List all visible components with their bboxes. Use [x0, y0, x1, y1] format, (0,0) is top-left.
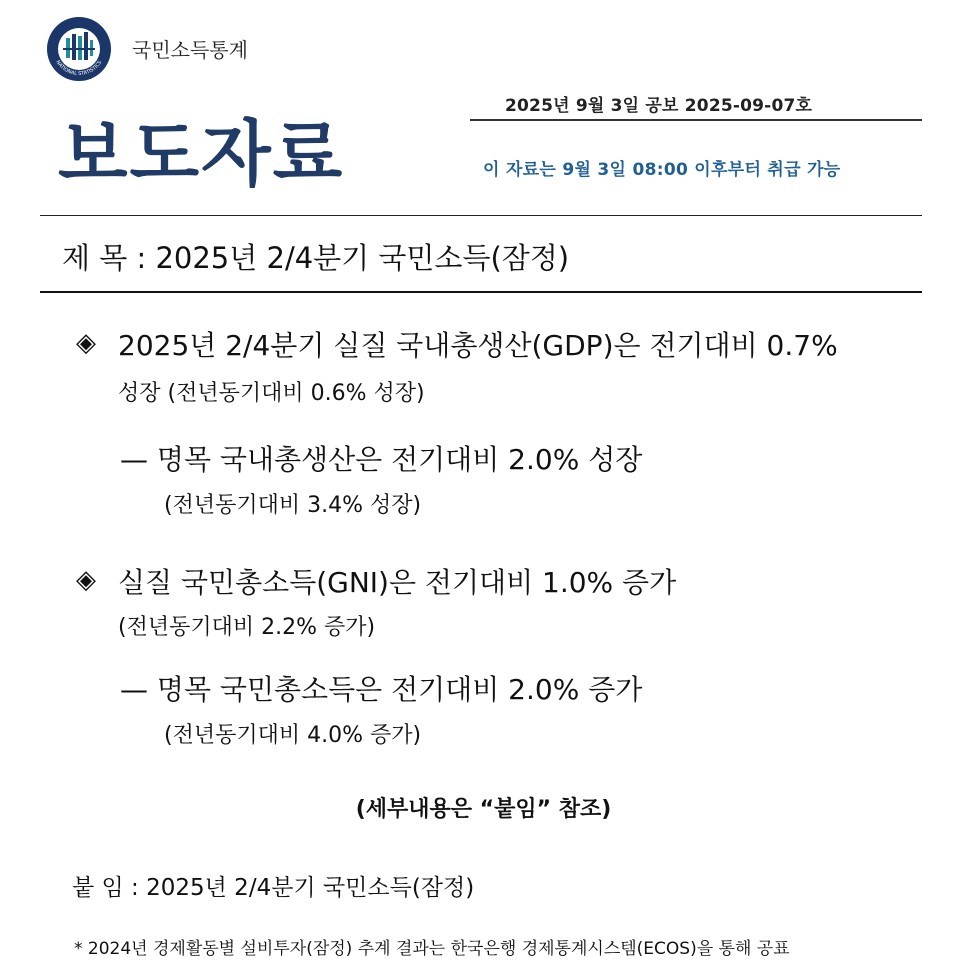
- bank-logo-icon: [46, 16, 112, 82]
- press-release-title: 보도자료: [58, 112, 345, 196]
- nominal-gdp-yoy: (전년동기대비 3.4% 성장): [164, 493, 422, 518]
- footnote: * 2024년 경제활동별 설비투자(잠정) 추계 결과는 한국은행 경제통계시스템(ECOS)을 통해 공표: [74, 939, 790, 959]
- bullet-gdp-line2: 성장 (전년동기대비 0.6% 성장): [118, 381, 425, 406]
- org-name: 국민소득통계: [132, 38, 248, 62]
- issue-date-line: 2025년 9월 3일 공보 2025-09-07호: [505, 96, 813, 116]
- attachment-line: 붙 임 : 2025년 2/4분기 국민소득(잠정): [72, 875, 475, 901]
- nominal-gni-line: — 명목 국민총소득은 전기대비 2.0% 증가: [120, 673, 643, 706]
- divider: [470, 119, 922, 121]
- nominal-gdp-line: — 명목 국내총생산은 전기대비 2.0% 성장: [120, 443, 643, 476]
- divider: [40, 215, 922, 216]
- divider: [40, 291, 922, 293]
- bullet-gni-line2: (전년동기대비 2.2% 증가): [118, 615, 376, 640]
- diamond-bullet-icon: ◈: [76, 328, 96, 358]
- bullet-gni-line1: 실질 국민총소득(GNI)은 전기대비 1.0% 증가: [118, 566, 677, 599]
- subject-line: 제 목 : 2025년 2/4분기 국민소득(잠정): [62, 241, 570, 275]
- diamond-bullet-icon: ◈: [76, 565, 96, 595]
- logo-ring-text: NATIONAL STATISTICS: [54, 59, 104, 78]
- embargo-notice: 이 자료는 9월 3일 08:00 이후부터 취급 가능: [483, 160, 841, 180]
- detail-note: (세부내용은 “붙임” 참조): [355, 797, 612, 822]
- bullet-gdp-line1: 2025년 2/4분기 실질 국내총생산(GDP)은 전기대비 0.7%: [118, 329, 838, 362]
- nominal-gni-yoy: (전년동기대비 4.0% 증가): [164, 723, 422, 748]
